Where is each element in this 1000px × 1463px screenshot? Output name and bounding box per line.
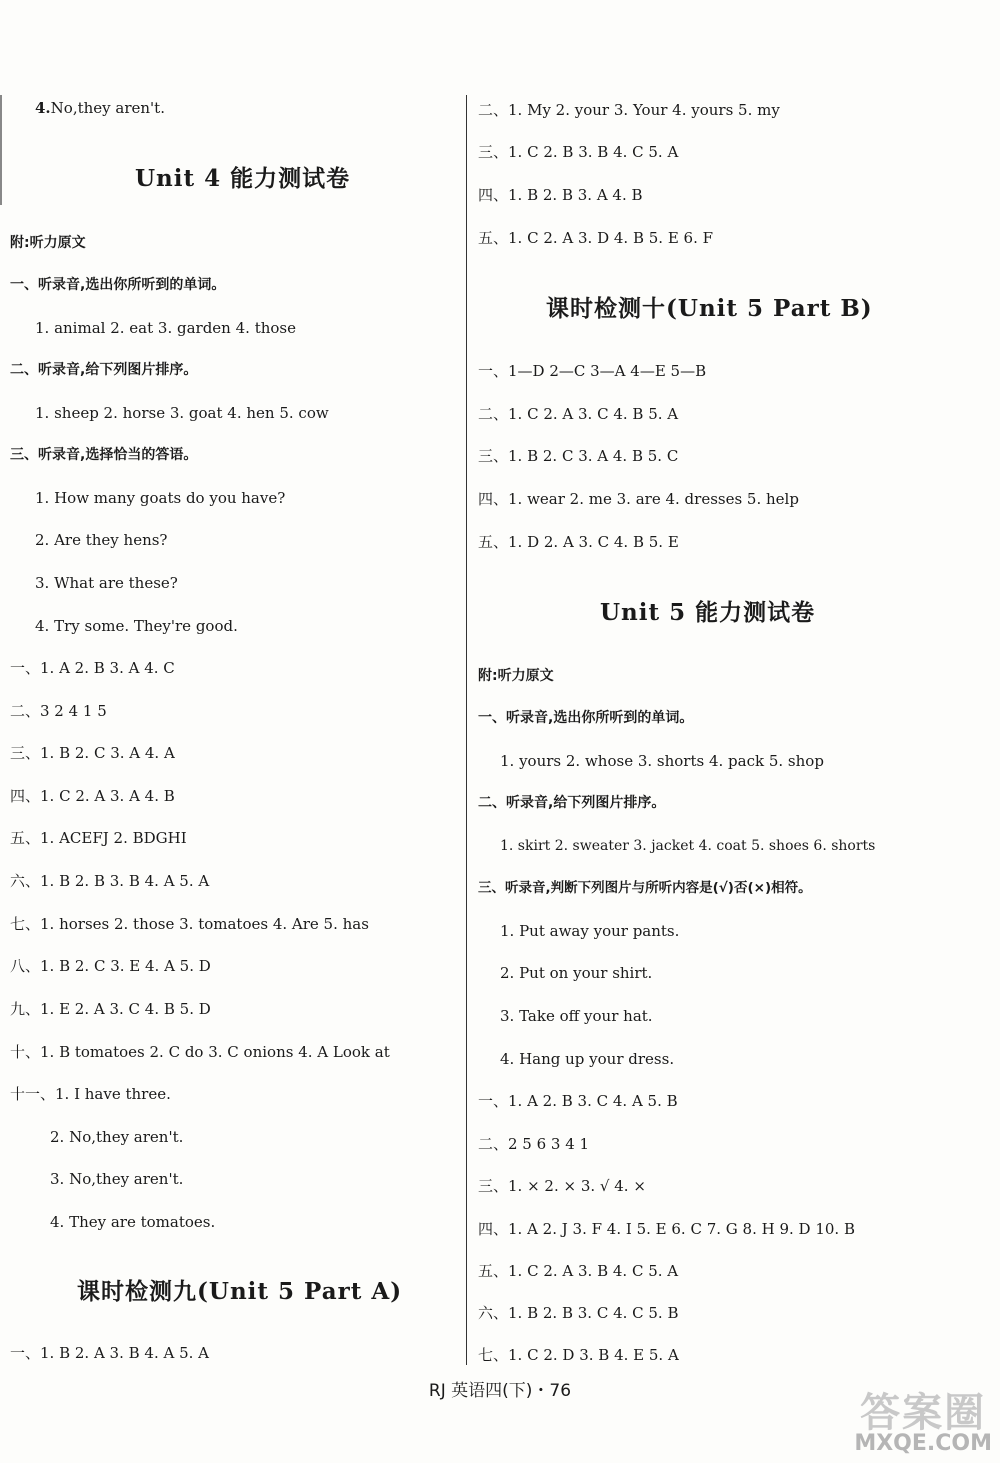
answer-line: 一、1. A 2. B 3. C 4. A 5. B xyxy=(478,1092,678,1110)
answer-line: 四、1. A 2. J 3. F 4. I 5. E 6. C 7. G 8. H 9. D 10. B xyxy=(478,1220,855,1238)
answer-line: 五、1. D 2. A 3. C 4. B 5. E xyxy=(478,533,679,551)
answer-line: 十一、1. I have three. xyxy=(10,1085,171,1103)
watermark-logo xyxy=(854,1390,992,1456)
answer-line: 4. They are tomatoes. xyxy=(50,1213,216,1231)
section-items: 1. animal 2. eat 3. garden 4. those xyxy=(35,319,296,337)
answer-line: 二、3 2 4 1 5 xyxy=(10,702,107,720)
listening-question: 2. Put on your shirt. xyxy=(500,964,653,982)
column-divider xyxy=(466,95,467,1365)
page-edge-mark xyxy=(0,95,2,205)
answer-line: 3. No,they aren't. xyxy=(50,1170,184,1188)
appendix-label: 附:听力原文 xyxy=(478,668,554,684)
answer-line: 四、1. B 2. B 3. A 4. B xyxy=(478,186,643,204)
answer-line: 五、1. C 2. A 3. B 4. C 5. A xyxy=(478,1262,679,1280)
answer-line: 一、1—D 2—C 3—A 4—E 5—B xyxy=(478,362,707,380)
answer-line: 七、1. C 2. D 3. B 4. E 5. A xyxy=(478,1346,679,1364)
answer-line: 三、1. × 2. × 3. √ 4. × xyxy=(478,1177,646,1195)
section-items: 1. skirt 2. sweater 3. jacket 4. coat 5. shoes 6. shorts xyxy=(500,838,876,854)
answer-line: 五、1. C 2. A 3. D 4. B 5. E 6. F xyxy=(478,229,714,247)
answer-line: 五、1. ACEFJ 2. BDGHI xyxy=(10,829,187,847)
answer-line: 三、1. B 2. C 3. A 4. A xyxy=(10,744,175,762)
answer-line: 三、1. B 2. C 3. A 4. B 5. C xyxy=(478,447,679,465)
answer-line: 四、1. C 2. A 3. A 4. B xyxy=(10,787,175,805)
section-items: 1. yours 2. whose 3. shorts 4. pack 5. shop xyxy=(500,752,824,770)
answer-line: 二、2 5 6 3 4 1 xyxy=(478,1135,590,1153)
answer-line: 四、1. wear 2. me 3. are 4. dresses 5. help xyxy=(478,490,799,508)
answer-line: 六、1. B 2. B 3. C 4. C 5. B xyxy=(478,1304,679,1322)
listening-question: 2. Are they hens? xyxy=(35,531,168,549)
heading-lesson9: 课时检测九(Unit 5 Part A) xyxy=(77,1278,403,1305)
section-items: 1. sheep 2. horse 3. goat 4. hen 5. cow xyxy=(35,404,329,422)
section-title: 二、听录音,给下列图片排序。 xyxy=(478,795,666,811)
section-title: 一、听录音,选出你所听到的单词。 xyxy=(10,277,226,293)
left-answer-line: 4.No,they aren't. xyxy=(35,99,165,117)
watermark-bottom: MXQE.COM xyxy=(854,1431,992,1456)
answer-line: 八、1. B 2. C 3. E 4. A 5. D xyxy=(10,957,211,975)
heading-unit4-test: Unit 4 能力测试卷 xyxy=(135,165,351,192)
section-title: 一、听录音,选出你所听到的单词。 xyxy=(478,710,694,726)
answer-line: 一、1. B 2. A 3. B 4. A 5. A xyxy=(10,1344,210,1362)
page-footer: RJ 英语四(下)・76 xyxy=(428,1381,572,1401)
answer-line: 三、1. C 2. B 3. B 4. C 5. A xyxy=(478,143,679,161)
answer-line: 十、1. B tomatoes 2. C do 3. C onions 4. A Look at xyxy=(10,1043,390,1061)
section-title: 三、听录音,选择恰当的答语。 xyxy=(10,447,198,463)
appendix-label: 附:听力原文 xyxy=(10,235,86,251)
section-title: 三、听录音,判断下列图片与所听内容是(√)否(×)相符。 xyxy=(478,880,812,896)
section-title: 二、听录音,给下列图片排序。 xyxy=(10,362,198,378)
answer-line: 七、1. horses 2. those 3. tomatoes 4. Are 5. has xyxy=(10,915,369,933)
answer-line: 九、1. E 2. A 3. C 4. B 5. D xyxy=(10,1000,211,1018)
listening-question: 1. Put away your pants. xyxy=(500,922,680,940)
listening-question: 4. Hang up your dress. xyxy=(500,1050,675,1068)
listening-question: 3. What are these? xyxy=(35,574,178,592)
answer-line: 一、1. A 2. B 3. A 4. C xyxy=(10,659,175,677)
heading-lesson10: 课时检测十(Unit 5 Part B) xyxy=(546,295,873,322)
answer-line: 2. No,they aren't. xyxy=(50,1128,184,1146)
watermark-top: 答案圈 xyxy=(860,1390,987,1436)
answer-line: 二、1. C 2. A 3. C 4. B 5. A xyxy=(478,405,679,423)
answer-line: 六、1. B 2. B 3. B 4. A 5. A xyxy=(10,872,210,890)
listening-question: 1. How many goats do you have? xyxy=(35,489,286,507)
listening-question: 4. Try some. They're good. xyxy=(35,617,238,635)
answer-line: 二、1. My 2. your 3. Your 4. yours 5. my xyxy=(478,101,780,119)
heading-unit5-test: Unit 5 能力测试卷 xyxy=(600,599,816,626)
listening-question: 3. Take off your hat. xyxy=(500,1007,653,1025)
